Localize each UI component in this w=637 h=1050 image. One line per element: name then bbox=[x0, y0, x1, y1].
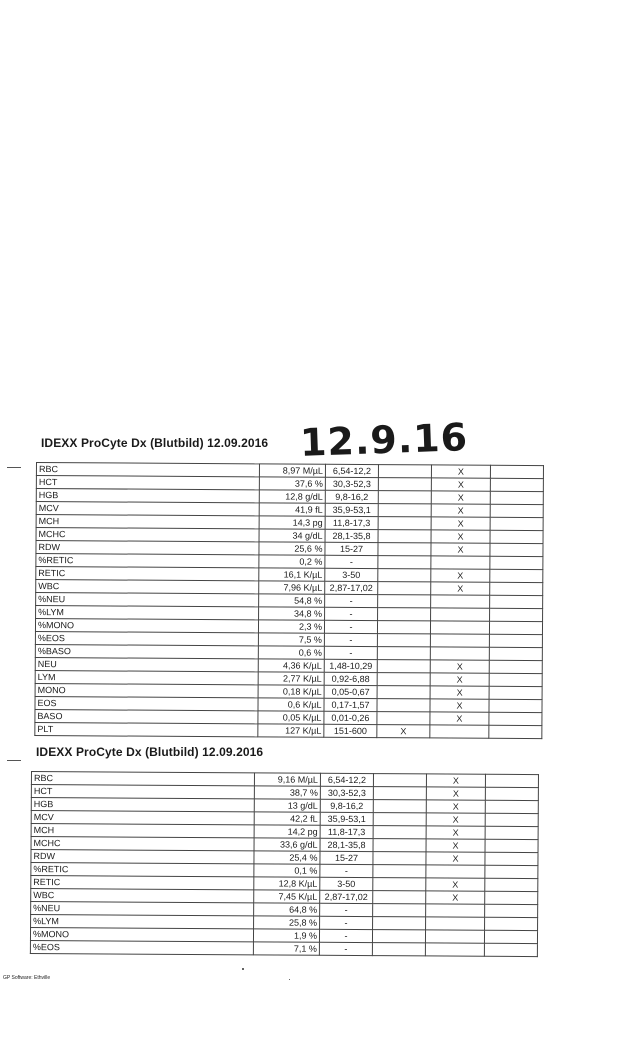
flag-normal-cell: X bbox=[426, 800, 485, 813]
param-cell: RDW bbox=[36, 541, 259, 555]
flag-normal-cell bbox=[430, 647, 489, 660]
reference-range-cell: 2,87-17,02 bbox=[325, 581, 378, 594]
reference-range-cell: - bbox=[325, 607, 378, 620]
reference-range-cell: 9,8-16,2 bbox=[320, 799, 373, 812]
flag-high-cell bbox=[490, 530, 543, 543]
results-table-2 bbox=[30, 771, 539, 957]
reference-range-cell: 0,17-1,57 bbox=[324, 698, 377, 711]
flag-low-cell bbox=[377, 686, 430, 699]
flag-normal-cell: X bbox=[426, 839, 485, 852]
flag-high-cell bbox=[485, 852, 538, 865]
flag-normal-cell bbox=[430, 725, 489, 738]
value-cell: 1,9 % bbox=[253, 929, 319, 942]
value-cell: 16,1 K/µL bbox=[259, 568, 325, 581]
flag-high-cell bbox=[489, 647, 542, 660]
value-cell: 0,2 % bbox=[259, 555, 325, 568]
flag-normal-cell bbox=[425, 943, 484, 956]
value-cell: 25,8 % bbox=[254, 916, 320, 929]
flag-low-cell bbox=[373, 891, 426, 904]
flag-normal-cell: X bbox=[431, 543, 490, 556]
reference-range-cell: - bbox=[325, 555, 378, 568]
report-title-2: IDEXX ProCyte Dx (Blutbild) 12.09.2016 bbox=[36, 745, 264, 759]
value-cell: 2,3 % bbox=[258, 620, 324, 633]
value-cell: 0,18 K/µL bbox=[258, 685, 324, 698]
flag-high-cell bbox=[489, 634, 542, 647]
flag-normal-cell: X bbox=[430, 660, 489, 673]
value-cell: 7,45 K/µL bbox=[254, 890, 320, 903]
value-cell: 37,6 % bbox=[259, 477, 325, 490]
param-cell: %MONO bbox=[35, 619, 258, 633]
reference-range-cell: 11,8-17,3 bbox=[325, 516, 378, 529]
flag-high-cell bbox=[490, 504, 543, 517]
value-cell: 64,8 % bbox=[254, 903, 320, 916]
value-cell: 14,3 pg bbox=[259, 516, 325, 529]
value-cell: 33,6 g/dL bbox=[254, 838, 320, 851]
flag-low-cell bbox=[377, 647, 430, 660]
reference-range-cell: 6,54-12,2 bbox=[320, 773, 373, 786]
reference-range-cell: 15-27 bbox=[325, 542, 378, 555]
flag-high-cell bbox=[485, 891, 538, 904]
param-cell: RDW bbox=[31, 850, 254, 864]
flag-low-cell bbox=[373, 904, 426, 917]
reference-range-cell: 15-27 bbox=[320, 851, 373, 864]
handwritten-date: 12.9.16 bbox=[299, 415, 469, 465]
reference-range-cell: 35,9-53,1 bbox=[320, 812, 373, 825]
flag-high-cell bbox=[490, 517, 543, 530]
flag-high-cell bbox=[484, 930, 537, 943]
value-cell: 9,16 M/µL bbox=[254, 773, 320, 786]
flag-low-cell bbox=[378, 556, 431, 569]
flag-low-cell bbox=[378, 595, 431, 608]
flag-normal-cell: X bbox=[431, 582, 490, 595]
flag-low-cell bbox=[378, 530, 431, 543]
reference-range-cell: 151-600 bbox=[324, 724, 377, 737]
param-cell: MCHC bbox=[31, 837, 254, 851]
flag-low-cell bbox=[373, 800, 426, 813]
flag-normal-cell: X bbox=[426, 787, 485, 800]
reference-range-cell: 3-50 bbox=[320, 877, 373, 890]
flag-high-cell bbox=[490, 595, 543, 608]
flag-normal-cell: X bbox=[431, 504, 490, 517]
reference-range-cell: 28,1-35,8 bbox=[325, 529, 378, 542]
param-cell: RBC bbox=[31, 772, 254, 786]
param-cell: MONO bbox=[35, 683, 258, 697]
value-cell: 13 g/dL bbox=[254, 799, 320, 812]
footer-note: GP Software: Ethville bbox=[3, 975, 51, 981]
flag-low-cell bbox=[378, 543, 431, 556]
table-row bbox=[35, 722, 542, 738]
value-cell: 34,8 % bbox=[259, 607, 325, 620]
param-cell: MCV bbox=[31, 811, 254, 825]
value-cell: 8,97 M/µL bbox=[259, 464, 325, 477]
value-cell: 7,1 % bbox=[253, 942, 319, 955]
value-cell: 42,2 fL bbox=[254, 812, 320, 825]
reference-range-cell: 0,01-0,26 bbox=[324, 711, 377, 724]
flag-high-cell bbox=[485, 904, 538, 917]
flag-normal-cell bbox=[431, 556, 490, 569]
flag-normal-cell: X bbox=[431, 569, 490, 582]
reference-range-cell: - bbox=[320, 864, 373, 877]
value-cell: 0,05 K/µL bbox=[258, 711, 324, 724]
flag-low-cell bbox=[372, 943, 425, 956]
flag-normal-cell: X bbox=[431, 465, 490, 478]
reference-range-cell: - bbox=[319, 929, 372, 942]
flag-normal-cell: X bbox=[426, 826, 485, 839]
param-cell: %EOS bbox=[30, 940, 253, 954]
flag-normal-cell: X bbox=[426, 891, 485, 904]
flag-normal-cell: X bbox=[430, 686, 489, 699]
flag-normal-cell bbox=[430, 621, 489, 634]
value-cell: 38,7 % bbox=[254, 786, 320, 799]
param-cell: WBC bbox=[36, 580, 259, 594]
param-cell: %BASO bbox=[35, 644, 258, 658]
flag-low-cell bbox=[378, 517, 431, 530]
param-cell: WBC bbox=[31, 889, 254, 903]
value-cell: 7,5 % bbox=[258, 633, 324, 646]
margin-dash bbox=[7, 760, 21, 761]
value-cell: 25,6 % bbox=[259, 542, 325, 555]
value-cell: 14,2 pg bbox=[254, 825, 320, 838]
flag-high-cell bbox=[490, 491, 543, 504]
flag-normal-cell bbox=[425, 930, 484, 943]
flag-normal-cell bbox=[426, 917, 485, 930]
flag-low-cell bbox=[378, 569, 431, 582]
param-cell: %NEU bbox=[36, 593, 259, 607]
flag-low-cell bbox=[377, 621, 430, 634]
reference-range-cell: 11,8-17,3 bbox=[320, 825, 373, 838]
reference-range-cell: - bbox=[320, 903, 373, 916]
value-cell: 25,4 % bbox=[254, 851, 320, 864]
flag-low-cell bbox=[373, 917, 426, 930]
flag-low-cell: X bbox=[377, 725, 430, 738]
flag-high-cell bbox=[489, 673, 542, 686]
flag-low-cell bbox=[378, 582, 431, 595]
flag-high-cell bbox=[485, 774, 538, 787]
param-cell: %LYM bbox=[36, 606, 259, 620]
flag-normal-cell bbox=[431, 595, 490, 608]
flag-low-cell bbox=[378, 504, 431, 517]
reference-range-cell: - bbox=[324, 620, 377, 633]
reference-range-cell: 6,54-12,2 bbox=[325, 464, 378, 477]
param-cell: %RETIC bbox=[36, 554, 259, 568]
flag-normal-cell: X bbox=[430, 673, 489, 686]
param-cell: HCT bbox=[31, 785, 254, 799]
reference-range-cell: 0,92-6,88 bbox=[324, 672, 377, 685]
flag-low-cell bbox=[378, 491, 431, 504]
reference-range-cell: - bbox=[324, 646, 377, 659]
flag-low-cell bbox=[378, 465, 431, 478]
flag-high-cell bbox=[490, 465, 543, 478]
flag-high-cell bbox=[485, 800, 538, 813]
value-cell: 41,9 fL bbox=[259, 503, 325, 516]
flag-low-cell bbox=[373, 865, 426, 878]
flag-normal-cell: X bbox=[426, 774, 485, 787]
flag-normal-cell bbox=[426, 904, 485, 917]
param-cell: LYM bbox=[35, 670, 258, 684]
param-cell: NEU bbox=[35, 657, 258, 671]
flag-high-cell bbox=[489, 660, 542, 673]
param-cell: MCV bbox=[36, 502, 259, 516]
flag-low-cell bbox=[373, 878, 426, 891]
reference-range-cell: 28,1-35,8 bbox=[320, 838, 373, 851]
value-cell: 0,6 % bbox=[258, 646, 324, 659]
reference-range-cell: 1,48-10,29 bbox=[324, 659, 377, 672]
reference-range-cell: 30,3-52,3 bbox=[320, 786, 373, 799]
reference-range-cell: 30,3-52,3 bbox=[325, 477, 378, 490]
param-cell: HCT bbox=[36, 476, 259, 490]
flag-normal-cell: X bbox=[426, 813, 485, 826]
flag-high-cell bbox=[490, 478, 543, 491]
flag-high-cell bbox=[490, 569, 543, 582]
value-cell: 127 K/µL bbox=[258, 724, 324, 737]
flag-high-cell bbox=[489, 621, 542, 634]
flag-low-cell bbox=[373, 813, 426, 826]
value-cell: 4,36 K/µL bbox=[258, 659, 324, 672]
value-cell: 0,6 K/µL bbox=[258, 698, 324, 711]
flag-high-cell bbox=[489, 725, 542, 738]
value-cell: 12,8 K/µL bbox=[254, 877, 320, 890]
flag-high-cell bbox=[489, 686, 542, 699]
value-cell: 2,77 K/µL bbox=[258, 672, 324, 685]
flag-normal-cell: X bbox=[431, 491, 490, 504]
flag-low-cell bbox=[378, 608, 431, 621]
param-cell: RBC bbox=[36, 463, 259, 477]
param-cell: MCH bbox=[36, 515, 259, 529]
reference-range-cell: 3-50 bbox=[325, 568, 378, 581]
flag-normal-cell bbox=[430, 634, 489, 647]
report-title-1: IDEXX ProCyte Dx (Blutbild) 12.09.2016 bbox=[41, 436, 269, 450]
flag-normal-cell: X bbox=[426, 852, 485, 865]
flag-normal-cell: X bbox=[431, 517, 490, 530]
flag-high-cell bbox=[490, 608, 543, 621]
flag-high-cell bbox=[489, 699, 542, 712]
value-cell: 54,8 % bbox=[259, 594, 325, 607]
param-cell: MCHC bbox=[36, 528, 259, 542]
reference-range-cell: 0,05-0,67 bbox=[324, 685, 377, 698]
flag-low-cell bbox=[373, 774, 426, 787]
flag-high-cell bbox=[485, 878, 538, 891]
param-cell: %MONO bbox=[30, 928, 253, 942]
reference-range-cell: 9,8-16,2 bbox=[325, 490, 378, 503]
flag-high-cell bbox=[485, 787, 538, 800]
scan-speck bbox=[289, 979, 290, 980]
param-cell: PLT bbox=[35, 722, 258, 736]
flag-normal-cell: X bbox=[431, 530, 490, 543]
param-cell: %LYM bbox=[31, 915, 254, 929]
param-cell: BASO bbox=[35, 709, 258, 723]
param-cell: RETIC bbox=[31, 876, 254, 890]
flag-low-cell bbox=[372, 930, 425, 943]
param-cell: %EOS bbox=[35, 631, 258, 645]
flag-high-cell bbox=[485, 813, 538, 826]
reference-range-cell: 35,9-53,1 bbox=[325, 503, 378, 516]
flag-low-cell bbox=[377, 712, 430, 725]
flag-low-cell bbox=[378, 478, 431, 491]
value-cell: 7,96 K/µL bbox=[259, 581, 325, 594]
flag-normal-cell: X bbox=[431, 478, 490, 491]
flag-high-cell bbox=[490, 582, 543, 595]
param-cell: RETIC bbox=[36, 567, 259, 581]
param-cell: %RETIC bbox=[31, 863, 254, 877]
param-cell: HGB bbox=[36, 489, 259, 503]
param-cell: EOS bbox=[35, 696, 258, 710]
flag-low-cell bbox=[377, 634, 430, 647]
param-cell: MCH bbox=[31, 824, 254, 838]
flag-high-cell bbox=[484, 943, 537, 956]
flag-normal-cell: X bbox=[426, 878, 485, 891]
flag-normal-cell: X bbox=[430, 712, 489, 725]
param-cell: %NEU bbox=[31, 902, 254, 916]
reference-range-cell: 2,87-17,02 bbox=[320, 890, 373, 903]
flag-low-cell bbox=[377, 699, 430, 712]
flag-low-cell bbox=[373, 852, 426, 865]
table-row bbox=[30, 940, 537, 956]
flag-low-cell bbox=[373, 787, 426, 800]
flag-low-cell bbox=[373, 839, 426, 852]
scan-speck bbox=[242, 968, 244, 970]
flag-normal-cell: X bbox=[430, 699, 489, 712]
flag-high-cell bbox=[489, 712, 542, 725]
results-table-1 bbox=[34, 462, 544, 739]
reference-range-cell: - bbox=[324, 633, 377, 646]
flag-normal-cell bbox=[431, 608, 490, 621]
flag-high-cell bbox=[485, 839, 538, 852]
value-cell: 0,1 % bbox=[254, 864, 320, 877]
flag-low-cell bbox=[377, 660, 430, 673]
reference-range-cell: - bbox=[319, 942, 372, 955]
flag-normal-cell bbox=[426, 865, 485, 878]
flag-high-cell bbox=[485, 917, 538, 930]
value-cell: 34 g/dL bbox=[259, 529, 325, 542]
flag-low-cell bbox=[373, 826, 426, 839]
flag-high-cell bbox=[490, 543, 543, 556]
margin-dash bbox=[7, 467, 21, 468]
flag-high-cell bbox=[485, 865, 538, 878]
param-cell: HGB bbox=[31, 798, 254, 812]
reference-range-cell: - bbox=[325, 594, 378, 607]
flag-low-cell bbox=[377, 673, 430, 686]
reference-range-cell: - bbox=[320, 916, 373, 929]
flag-high-cell bbox=[485, 826, 538, 839]
flag-high-cell bbox=[490, 556, 543, 569]
value-cell: 12,8 g/dL bbox=[259, 490, 325, 503]
